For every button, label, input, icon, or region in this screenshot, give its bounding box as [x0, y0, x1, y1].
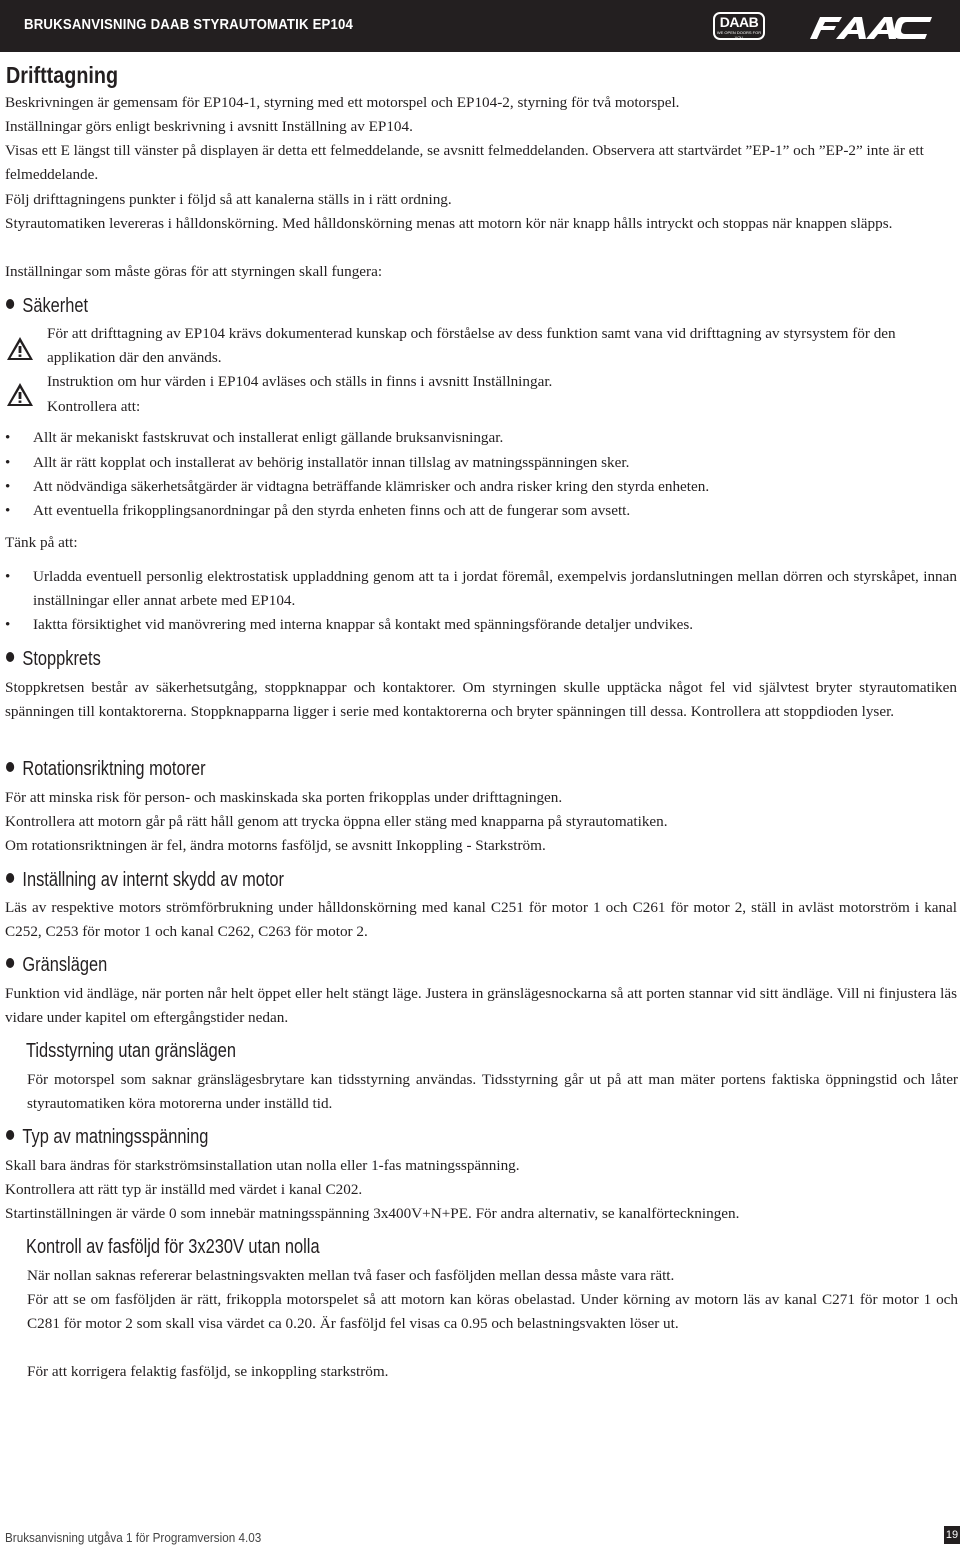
- fasfoljd-line: För att se om fasföljden är rätt, frikoppla motorspelet så att motorn kan köras obelastad. Under körning av motorn läs av kanal C271 för motor 1 och C281 för motor 2 som skall visa värdet ca 0.20. Är fasföljd fel visas ca 0.95 och belastningsvakten löser ut.: [27, 1291, 958, 1332]
- faac-logo: [806, 9, 936, 45]
- intro-paragraph-3: Visas ett E längst till vänster på displayen är detta ett felmeddelande, se avsnitt felmeddelanden. Observera att startvärdet ”EP-1” och ”EP-2” inte är ett felmeddelande.: [5, 142, 924, 183]
- think-item: • Iaktta försiktighet vid manövrering med interna knappar så kontakt med spänningsförande detaljer undvikes.: [5, 616, 694, 633]
- page-number: 19: [944, 1526, 960, 1544]
- subsection-heading-tidsstyrning: Tidsstyrning utan gränslägen: [26, 1040, 236, 1062]
- stoppkrets-text: Stoppkretsen består av säkerhetsutgång, stoppknappar och kontaktorer. Om styrningen skulle upptäcka något fel vid självtest bryter styrautomatiken spänningen till kontaktorerna. Stoppknapparna ligger i serie med kontaktorerna och bryter spänningen till dessa. Kontrollera att stoppdioden lyser.: [5, 679, 957, 720]
- bullet-dot: [6, 299, 14, 309]
- bullet-dot: [6, 958, 14, 968]
- bullet-dot: [6, 1130, 14, 1140]
- warning-text-2: Instruktion om hur värden i EP104 avläses och ställs in finns i avsnitt Inställningar.: [47, 373, 553, 390]
- matning-line: Kontrollera att rätt typ är inställd med värdet i kanal C202.: [5, 1181, 363, 1198]
- page-header: [0, 0, 960, 52]
- check-label: Kontrollera att:: [47, 398, 141, 415]
- bullet-dot: [6, 873, 14, 883]
- section-heading-rotation: Rotationsriktning motorer: [6, 758, 206, 781]
- intro-paragraph-6: Inställningar som måste göras för att styrningen skall fungera:: [5, 263, 383, 280]
- check-item: • Allt är mekaniskt fastskruvat och installerat enligt gällande bruksanvisningar.: [5, 429, 504, 446]
- section-heading-matning: Typ av matningsspänning: [6, 1126, 208, 1149]
- check-item: • Att eventuella frikopplingsanordningar på den styrda enheten finns och att de fungerar som avsett.: [5, 502, 631, 519]
- page-title: Drifttagning: [6, 62, 119, 88]
- intro-paragraph-4: Följ drifttagningens punkter i följd så att kanalerna ställs in i rätt ordning.: [5, 191, 452, 208]
- daab-logo-tagline: WE OPEN DOORS FOR YOU: [716, 30, 762, 40]
- tidsstyrning-text: För motorspel som saknar gränslägesbrytare kan tidsstyrning användas. Tidsstyrning går ut på att man mäter portens faktiska öppningstid och låter styrautomatiken köra motorerna under inställd tid.: [27, 1071, 958, 1112]
- fasfoljd-line: För att korrigera felaktig fasföljd, se inkoppling starkström.: [27, 1363, 389, 1380]
- skydd-text: Läs av respektive motors strömförbrukning under hålldonskörning med kanal C251 för motor 1 och C261 för motor 2, ställ in avläst motorström i kanal C252, C253 för motor 1 och kanal C262, C263 för motor 2.: [5, 899, 957, 940]
- matning-line: Startinställningen är värde 0 som innebär matningsspänning 3x400V+N+PE. För andra alternativ, se kanalförteckningen.: [5, 1205, 740, 1222]
- check-item: • Att nödvändiga säkerhetsåtgärder är vidtagna beträffande klämrisker och andra risker kring den styrda enheten.: [5, 478, 710, 495]
- intro-paragraph-5: Styrautomatiken levereras i hålldonskörning. Med hålldonskörning menas att motorn kör när knapp hålls intryckt och stoppas när knappen släpps.: [5, 215, 893, 232]
- section-heading-sakerhet: Säkerhet: [6, 295, 88, 318]
- section-heading-stoppkrets: Stoppkrets: [6, 648, 101, 671]
- think-label: Tänk på att:: [5, 534, 78, 551]
- intro-paragraph-1: Beskrivningen är gemensam för EP104-1, styrning med ett motorspel och EP104-2, styrning för två motorspel.: [5, 94, 680, 111]
- intro-paragraph-2: Inställningar görs enligt beskrivning i avsnitt Inställning av EP104.: [5, 118, 413, 135]
- rotation-line: Om rotationsriktningen är fel, ändra motorns fasföljd, se avsnitt Inkoppling - Starkström.: [5, 837, 546, 854]
- rotation-line: För att minska risk för person- och maskinskada ska porten frikopplas under drifttagningen.: [5, 789, 563, 806]
- section-heading-granslagen: Gränslägen: [6, 954, 107, 977]
- check-item: • Allt är rätt kopplat och installerat av behörig installatör innan tillslag av matningsspänningen sker.: [5, 454, 630, 471]
- subsection-heading-fasfoljd: Kontroll av fasföljd för 3x230V utan nolla: [26, 1236, 320, 1258]
- section-heading-skydd: Inställning av internt skydd av motor: [6, 869, 284, 892]
- rotation-line: Kontrollera att motorn går på rätt håll genom att trycka öppna eller stäng med knapparna på styrautomatiken.: [5, 813, 668, 830]
- bullet-dot: [6, 762, 14, 772]
- footer-text: Bruksanvisning utgåva 1 för Programversion 4.03: [5, 1530, 262, 1545]
- document-title: BRUKSANVISNING DAAB STYRAUTOMATIK EP104: [24, 16, 354, 33]
- think-item: • Urladda eventuell personlig elektrostatisk uppladdning genom att ta i jordat föremål, exempelvis jordanslutningen mellan dörren och styrskåpet, innan inställningar eller annat arbete med EP104.: [5, 568, 957, 609]
- warning-icon: [6, 382, 34, 408]
- warning-text-1: För att drifttagning av EP104 krävs dokumenterad kunskap och förståelse av dess funktion samt vana vid drifttagning av styrsystem för den applikation där den används.: [47, 325, 896, 366]
- daab-logo: [713, 12, 765, 40]
- bullet-dot: [6, 652, 14, 662]
- matning-line: Skall bara ändras för starkströmsinstallation utan nolla eller 1-fas matningsspänning.: [5, 1157, 520, 1174]
- warning-icon: [6, 336, 34, 362]
- fasfoljd-line: När nollan saknas refererar belastningsvakten mellan två faser och fasföljden mellan dessa måste vara rätt.: [27, 1267, 675, 1284]
- daab-logo-text: DAAB: [719, 14, 759, 30]
- granslagen-text: Funktion vid ändläge, när porten når helt öppet eller helt stängt läge. Justera in gränslägesnockarna så att porten stannar vid sitt ändläge. Vill ni finjustera läs vidare under kapitel om eftergångstider nedan.: [5, 985, 957, 1026]
